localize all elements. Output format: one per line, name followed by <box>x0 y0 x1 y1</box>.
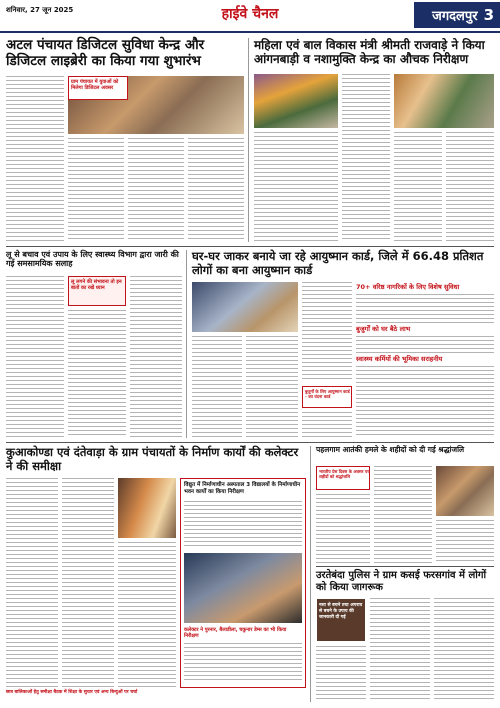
column-divider <box>248 38 249 242</box>
article-4-subhead-1: 70+ वरिष्ठ नागरिकों के लिए विशेष सुविधा <box>356 283 460 291</box>
section-rule-3 <box>316 566 494 567</box>
page-number: 3 <box>483 6 494 24</box>
article-7-body-col-3 <box>434 598 494 702</box>
article-6-photo <box>436 466 494 516</box>
article-4-body-col-6 <box>356 336 494 354</box>
article-1-box-note: ग्राम पंचायत में युवाओं को मिलेगा डिजिटल अवसर <box>71 79 119 91</box>
article-5-bottom-note: छात्र बालिकाओं हेतु समीक्षा बैठक में शिक्षा के सुधार एवं अन्य बिन्दुओं पर चर्चा <box>6 690 138 695</box>
article-2-photo <box>254 74 338 128</box>
article-3-headline: लू से बचाव एवं उपाय के लिए स्वास्थ्य विभाग द्वारा जारी की गई समसामयिक सलाह <box>6 250 179 269</box>
article-7-headline: उरतेबंदा पुलिस ने ग्राम कसई फरसगांव में लोगों को किया जागरूक <box>316 570 487 593</box>
article-1-body-col-2 <box>68 138 124 242</box>
article-3-body-col-2 <box>68 310 126 438</box>
article-2-body-col-3 <box>394 132 442 242</box>
column-divider-3 <box>310 446 311 702</box>
article-6-box-note: भारतीय प्रेस दिवस के अवसर पर शहीदों को श्रद्धांजलि <box>319 469 369 479</box>
article-4-body-col-2 <box>246 336 298 438</box>
article-1-headline: अटल पंचायत डिजिटल सुविधा केन्द्र और डिजिटल लाइब्रेरी का किया गया शुभारंभ <box>6 37 205 69</box>
issue-date: शनिवार, 27 जून 2025 <box>6 6 74 14</box>
article-2-body-col-1 <box>342 74 390 242</box>
article-5-body-col-1 <box>6 478 58 688</box>
masthead-rule <box>0 31 500 33</box>
article-5-photo <box>118 478 176 538</box>
section-rule-2 <box>6 442 494 443</box>
article-5-body-col-2 <box>62 478 114 688</box>
article-5-body-col-3 <box>118 542 176 688</box>
article-4-body-col-3 <box>302 282 352 382</box>
article-3-body-col-3 <box>130 276 182 438</box>
article-3-box-title: लू लगने की संभावना तो इन बातों का रखें ध्यान <box>71 279 122 291</box>
article-4-subhead-2: बुजुर्गों को घर बैठे लाभ <box>356 325 411 333</box>
article-5-inner-body-2 <box>184 643 302 683</box>
article-4-photo <box>192 282 298 332</box>
article-2-body-col-4 <box>446 132 494 242</box>
section-title: हाईवे चैनल <box>221 6 279 22</box>
article-5-inner-headline: विद्युत में निर्माणाधीन अस्पताल 3 विद्यालयों के निर्माणाधीन भवन कार्यों का किया निरीक्षण <box>184 482 301 495</box>
masthead <box>0 0 500 34</box>
article-7-body-col-2 <box>370 598 430 702</box>
article-7-box <box>316 598 366 642</box>
article-6-body-col-3 <box>436 520 494 564</box>
paper-name-banner <box>414 2 500 28</box>
article-3-box <box>68 276 126 306</box>
article-1-body-col-4 <box>188 138 244 242</box>
article-4-headline: घर-घर जाकर बनाये जा रहे आयुष्मान कार्ड, जिले में 66.48 प्रतिशत लोगों का बना आयुष्मान कार्ड <box>192 249 484 277</box>
article-5-inner-body <box>184 501 302 549</box>
article-5-headline: कुआकोण्डा एवं दंतेवाड़ा के ग्राम पंचायतों के निर्माण कार्यों की कलेक्टर ने की समीक्षा <box>6 445 299 473</box>
article-6-headline: पहलगाम आतंकी हमले के शहीदों को दी गई श्रद्धांजलि <box>316 445 465 454</box>
article-2-photo-2 <box>394 74 494 128</box>
article-4-body-col-1 <box>192 336 242 438</box>
article-4-body-col-4 <box>302 412 352 438</box>
article-1-body-col-3 <box>128 138 184 242</box>
paper-name: जगदलपुर <box>432 9 478 24</box>
article-4-body-col-7 <box>356 366 494 438</box>
article-3-body-col-1 <box>6 276 64 438</box>
article-4-body-col-5 <box>356 294 494 324</box>
article-2-body-col-2 <box>254 132 338 242</box>
article-5-inner-photo <box>184 553 302 623</box>
article-5-photo-caption: कलेक्टर ने पुरनार, बैलाडीला, चकुनार डेम्स का भी किया निरीक्षण <box>184 627 287 639</box>
article-2-headline: महिला एवं बाल विकास मंत्री श्रीमती राजवाड़े ने किया आंगनबाड़ी व नशामुक्ति केन्द्र का औचक निरीक्षण <box>254 38 485 67</box>
article-1-body-col-1 <box>6 76 64 242</box>
article-4-inline-note: बुजुर्गों के लिए आयुष्मान कार्ड - वय वंदना कार्ड <box>305 389 350 399</box>
article-4-inline-box <box>302 386 352 408</box>
article-6-box <box>316 466 370 490</box>
article-7-box-note: नशा से बचने तथा अपराध से बचने के उपाय की जानकारी दी गई <box>319 603 363 620</box>
article-7-body-col-1 <box>316 646 366 702</box>
article-4-subhead-3: स्वास्थ्य कर्मियों की भूमिका सराहनीय <box>356 355 443 363</box>
section-rule-1 <box>6 246 494 247</box>
article-5-inner-box <box>180 478 306 688</box>
article-6-body-col-1 <box>316 494 370 564</box>
article-6-body-col-2 <box>374 466 432 564</box>
article-1-box <box>68 76 128 100</box>
column-divider-2 <box>186 250 187 438</box>
